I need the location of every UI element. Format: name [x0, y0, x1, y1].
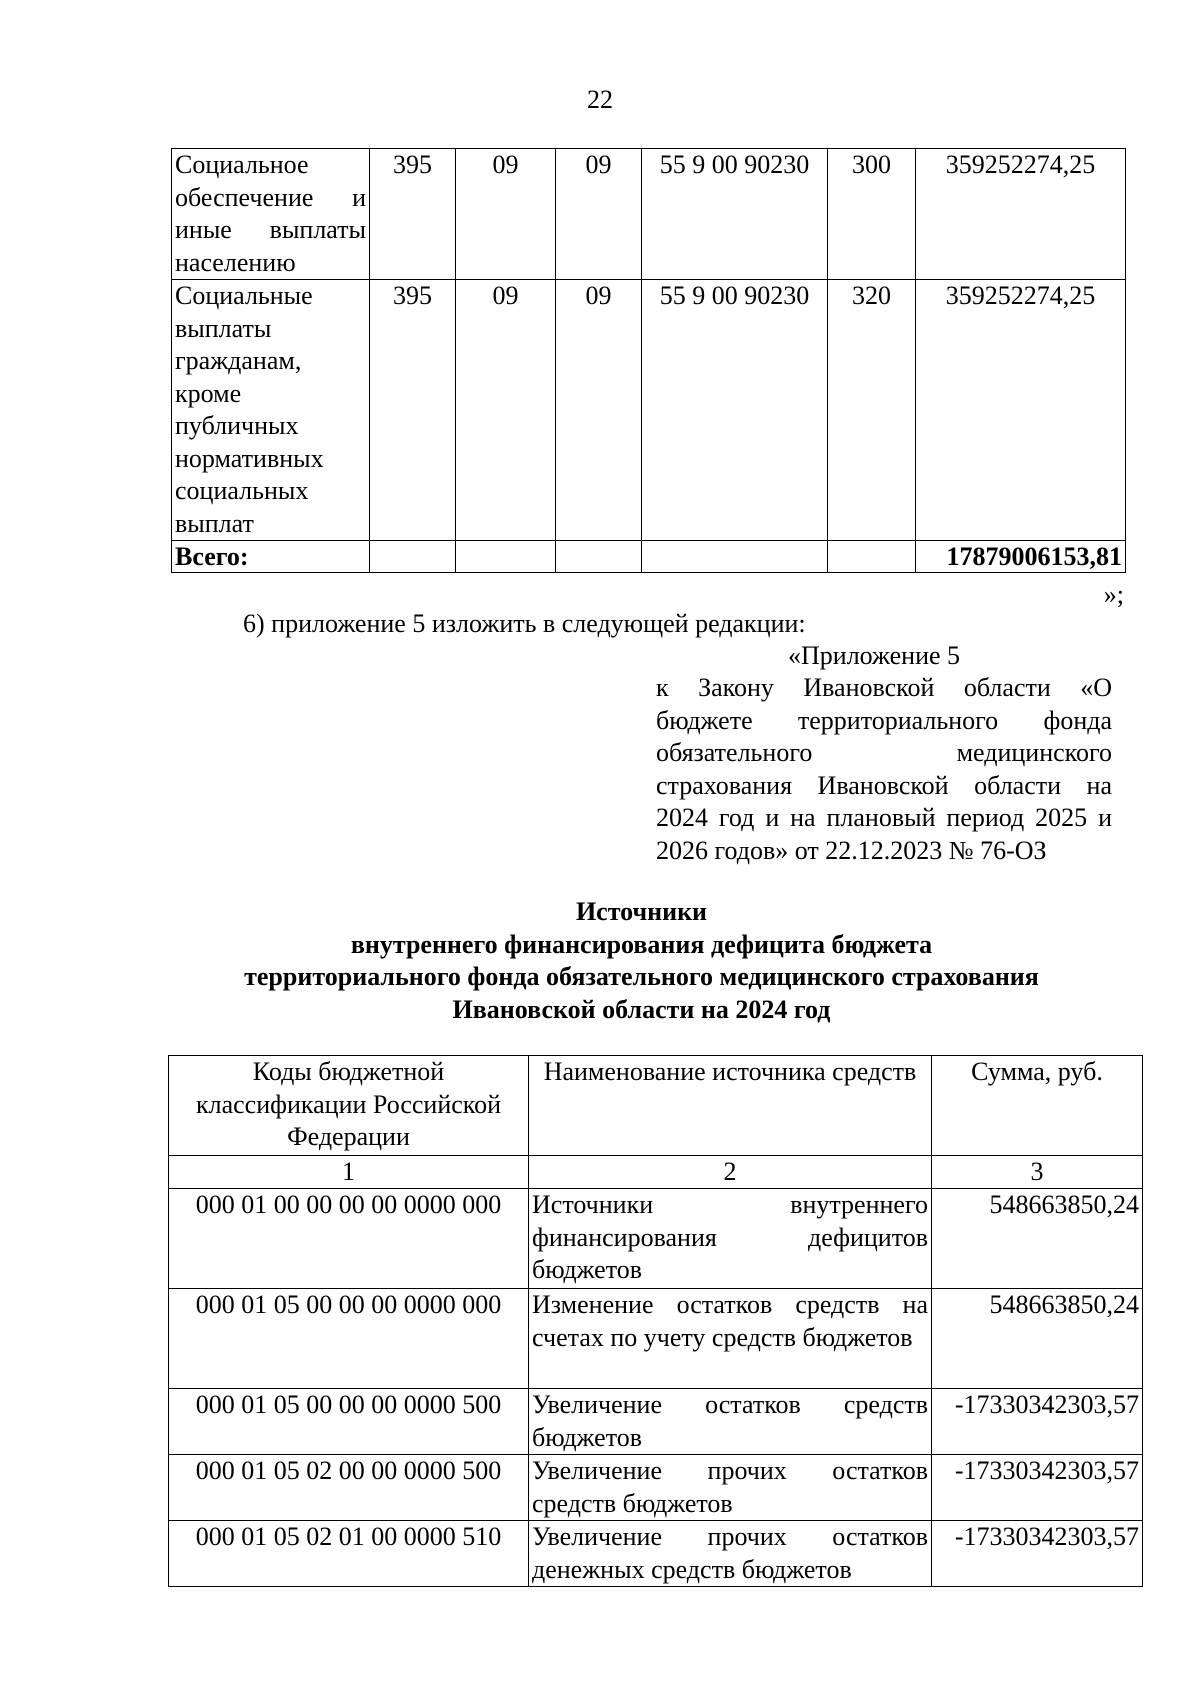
row-name: Увеличение остатков средств бюджетов	[529, 1389, 932, 1455]
row-amount: 548663850,24	[932, 1189, 1143, 1289]
header-name: Наименование источника средств	[529, 1056, 932, 1156]
row-amount: -17330342303,57	[932, 1389, 1143, 1455]
heading-line: Источники	[575, 897, 708, 926]
column-number-row	[169, 1156, 1143, 1189]
row-code: 000 01 05 00 00 00 0000 500	[169, 1389, 529, 1455]
row-code-5: 300	[828, 149, 916, 280]
row-code-2: 09	[456, 149, 556, 280]
row-name: Увеличение прочих остатков средств бюджетов	[529, 1455, 932, 1521]
row-code-3: 09	[556, 280, 642, 541]
total-label: Всего:	[172, 541, 370, 573]
row-code: 000 01 05 02 00 00 0000 500	[169, 1455, 529, 1521]
row-name: Источники внутреннего финансирования дефицитов бюджетов	[529, 1189, 932, 1289]
table-row	[172, 149, 1126, 280]
closing-quote: »;	[1103, 580, 1124, 609]
row-code: 000 01 05 00 00 00 0000 000	[169, 1289, 529, 1389]
row-sum: 359252274,25	[916, 149, 1126, 280]
table-row	[169, 1289, 1143, 1389]
row-name: Изменение остатков средств на счетах по учету средств бюджетов	[529, 1289, 932, 1389]
table-header-row	[169, 1056, 1143, 1156]
row-sum: 359252274,25	[916, 280, 1126, 541]
total-sum: 17879006153,81	[916, 541, 1126, 573]
total-row	[172, 541, 1126, 573]
table-row	[169, 1389, 1143, 1455]
row-code-5: 320	[828, 280, 916, 541]
header-code: Коды бюджетной классификации Российской Федерации	[169, 1056, 529, 1156]
row-name: Увеличение прочих остатков денежных средств бюджетов	[529, 1521, 932, 1587]
column-number: 2	[529, 1156, 932, 1189]
row-code-1: 395	[370, 149, 456, 280]
table-row	[169, 1521, 1143, 1587]
row-amount: -17330342303,57	[932, 1455, 1143, 1521]
table-row	[169, 1189, 1143, 1289]
heading-line: внутреннего финансирования дефицита бюджета	[350, 929, 933, 959]
row-code: 000 01 00 00 00 00 0000 000	[169, 1189, 529, 1289]
row-name: Социальные выплаты гражданам, кроме публичных нормативных социальных выплат	[172, 280, 370, 541]
row-code-4: 55 9 00 90230	[642, 280, 828, 541]
page-number: 22	[587, 85, 613, 114]
header-amount: Сумма, руб.	[932, 1056, 1143, 1156]
appendix-title: «Приложение 5	[788, 641, 961, 670]
section-heading	[0, 896, 1200, 1026]
expenditure-table	[171, 148, 1126, 573]
row-code: 000 01 05 02 01 00 0000 510	[169, 1521, 529, 1587]
heading-line: Ивановской области на 2024 год	[452, 994, 831, 1024]
row-amount: -17330342303,57	[932, 1521, 1143, 1587]
row-code-3: 09	[556, 149, 642, 280]
row-code-1: 395	[370, 280, 456, 541]
row-name: Социальное обеспечение и иные выплаты населению	[172, 149, 370, 280]
instruction-text: 6) приложение 5 изложить в следующей редакции:	[243, 609, 806, 638]
row-code-2: 09	[456, 280, 556, 541]
heading-line: территориального фонда обязательного медицинского страхования	[244, 962, 1039, 991]
column-number: 3	[932, 1156, 1143, 1189]
table-row	[172, 280, 1126, 541]
sources-table	[168, 1055, 1143, 1587]
appendix-reference: к Закону Ивановской области «О бюджете территориального фонда обязательного медицинского страхования Ивановской области на 2024 год и на плановый период 2025 и 2026 годов» от 22.12.2023 № 76-ОЗ	[656, 673, 1112, 865]
row-code-4: 55 9 00 90230	[642, 149, 828, 280]
column-number: 1	[169, 1156, 529, 1189]
row-amount: 548663850,24	[932, 1289, 1143, 1389]
table-row	[169, 1455, 1143, 1521]
